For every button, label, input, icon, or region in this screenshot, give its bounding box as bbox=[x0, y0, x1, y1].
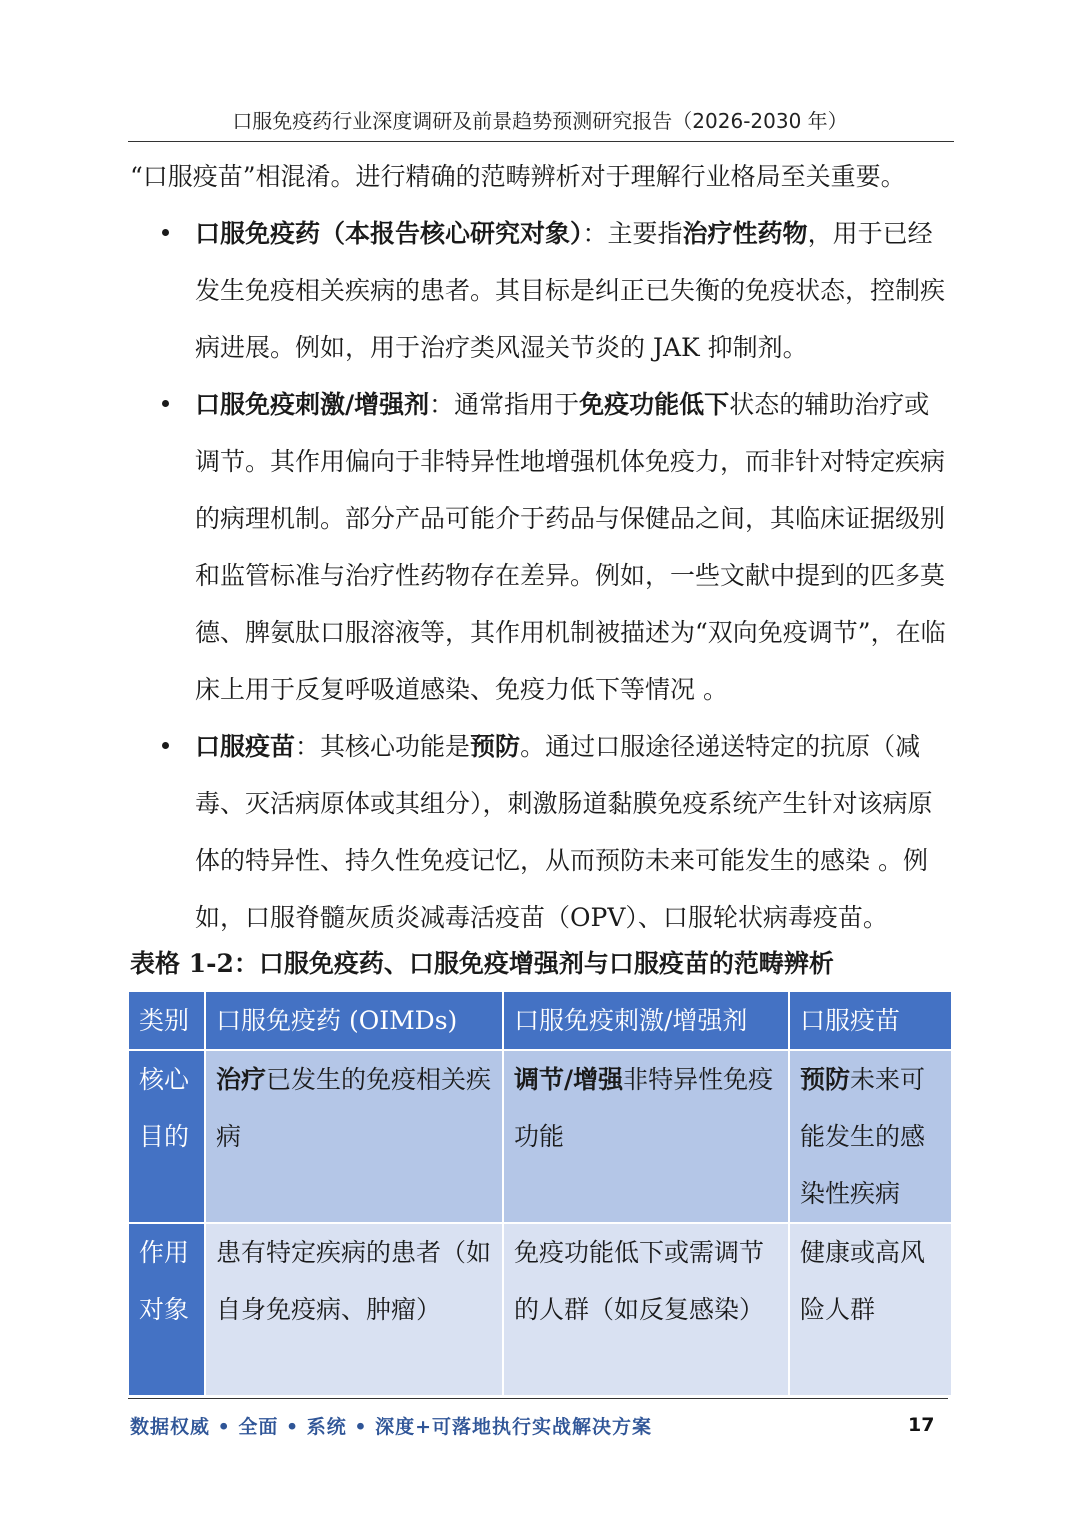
bullet-dot-icon bbox=[162, 229, 169, 236]
table-caption: 表格 1-2：口服免疫药、口服免疫增强剂与口服疫苗的范畴辨析 bbox=[130, 949, 834, 978]
bullet-immune-stimulant bbox=[130, 376, 950, 718]
bullet-sep: ： bbox=[429, 390, 455, 419]
cell-emphasis: 调节/增强 bbox=[514, 1065, 624, 1094]
bullet-emphasis: 预防 bbox=[470, 732, 521, 761]
bullet-dot-icon bbox=[162, 400, 169, 407]
header-stimulant: 口服免疫刺激/增强剂 bbox=[503, 992, 789, 1050]
cell-emphasis: 预防 bbox=[800, 1065, 851, 1094]
header-category: 类别 bbox=[129, 992, 205, 1050]
bullet-emphasis: 免疫功能低下 bbox=[579, 390, 730, 419]
bullet-term: 口服免疫药（本报告核心研究对象） bbox=[195, 219, 583, 248]
bullet-text-pre: 通常指用于 bbox=[454, 390, 580, 419]
header-vaccine: 口服疫苗 bbox=[789, 992, 951, 1050]
table-cell bbox=[205, 1223, 503, 1395]
bullet-text-post: ，用于已经发生免疫相关疾病的患者。其目标是纠正已失衡的免疫状态，控制疾病进展。例如，用于治疗类风湿关节炎的 JAK 抑制剂。 bbox=[195, 219, 946, 362]
page-number: 17 bbox=[908, 1414, 935, 1436]
bullet-oral-vaccine bbox=[130, 718, 950, 946]
bullet-oral-immunomodulator bbox=[130, 205, 950, 376]
cell-text: 非特异性免疫功能 bbox=[514, 1065, 774, 1151]
row-label: 核心目的 bbox=[129, 1050, 205, 1223]
page-header-title: 口服免疫药行业深度调研及前景趋势预测研究报告（2026-2030 年） bbox=[232, 109, 848, 133]
body-content bbox=[130, 148, 950, 946]
header-oimds: 口服免疫药 (OIMDs) bbox=[205, 992, 503, 1050]
cell-text: 未来可能发生的感染性疾病 bbox=[800, 1065, 926, 1208]
bullet-sep: ： bbox=[295, 732, 321, 761]
cell-text: 免疫功能低下或需调节的人群（如反复感染） bbox=[514, 1238, 765, 1324]
footer-slogan: 数据权威 • 全面 • 系统 • 深度+可落地执行实战解决方案 bbox=[130, 1416, 653, 1438]
bullet-dot-icon bbox=[162, 742, 169, 749]
cell-emphasis: 治疗 bbox=[216, 1065, 267, 1094]
footer-divider bbox=[128, 1398, 948, 1399]
table-row bbox=[129, 1223, 951, 1395]
bullet-text-post: 状态的辅助治疗或调节。其作用偏向于非特异性地增强机体免疫力，而非针对特定疾病的病理机制。部分产品可能介于药品与保健品之间，其临床证据级别和监管标准与治疗性药物存在差异。例如，一些文献中提到的匹多莫德、脾氨肽口服溶液等，其作用机制被描述为“双向免疫调节”，在临床上用于反复呼吸道感染、免疫力低下等情况 。 bbox=[195, 390, 946, 704]
table-cell bbox=[789, 1050, 951, 1223]
bullet-text-pre: 主要指 bbox=[607, 219, 683, 248]
table-cell bbox=[503, 1050, 789, 1223]
intro-continuation: “口服疫苗”相混淆。进行精确的范畴辨析对于理解行业格局至关重要。 bbox=[130, 162, 906, 191]
table-row bbox=[129, 1050, 951, 1223]
bullet-term: 口服免疫刺激/增强剂 bbox=[195, 390, 430, 419]
table-cell bbox=[205, 1050, 503, 1223]
row-label: 作用对象 bbox=[129, 1223, 205, 1395]
cell-text: 患有特定疾病的患者（如自身免疫病、肿瘤） bbox=[216, 1238, 492, 1324]
table-cell bbox=[503, 1223, 789, 1395]
header-divider bbox=[128, 141, 954, 142]
bullet-term: 口服疫苗 bbox=[195, 732, 296, 761]
cell-text: 健康或高风险人群 bbox=[800, 1238, 926, 1324]
bullet-text-pre: 其核心功能是 bbox=[320, 732, 471, 761]
bullet-sep: ： bbox=[582, 219, 608, 248]
bullet-emphasis: 治疗性药物 bbox=[682, 219, 808, 248]
comparison-table bbox=[129, 992, 951, 1395]
bullet-text-post: 。通过口服途径递送特定的抗原（减毒、灭活病原体或其组分），刺激肠道黏膜免疫系统产生针对该病原体的特异性、持久性免疫记忆，从而预防未来可能发生的感染 。例如，口服脊髓灰质炎减毒活疫苗（OPV）、口服轮状病毒疫苗。 bbox=[195, 732, 933, 932]
cell-text: 已发生的免疫相关疾病 bbox=[216, 1065, 492, 1151]
table-header-row bbox=[129, 992, 951, 1050]
table-cell bbox=[789, 1223, 951, 1395]
